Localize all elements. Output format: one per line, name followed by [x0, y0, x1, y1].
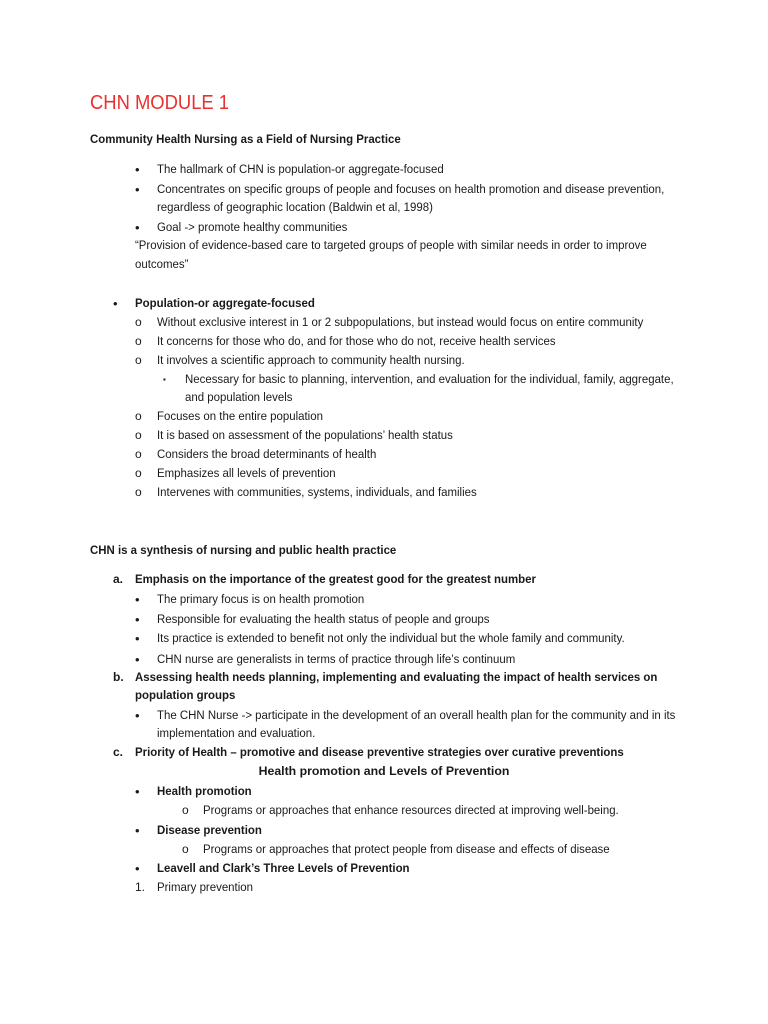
subheading-greatest-good: Emphasis on the importance of the greatest good for the greatest number — [135, 572, 536, 586]
list-item: Its practice is extended to benefit not only the individual but the whole family and community. — [157, 631, 625, 645]
circle-marker: o — [135, 334, 142, 348]
list-item: Concentrates on specific groups of people and focuses on health promotion and disease prevention, — [157, 182, 665, 196]
subheading-assessing: Assessing health needs planning, implementing and evaluating the impact of health services on — [135, 670, 658, 684]
list-item: Goal -> promote healthy communities — [157, 220, 348, 234]
page-title: CHN MODULE 1 — [90, 92, 230, 114]
bullet-marker: • — [135, 823, 140, 838]
circle-marker: o — [135, 409, 142, 423]
list-item: Emphasizes all levels of prevention — [157, 466, 336, 480]
section-heading-synthesis: CHN is a synthesis of nursing and public health practice — [90, 543, 397, 557]
list-item: Intervenes with communities, systems, individuals, and families — [157, 485, 477, 499]
subheading-continuation: population groups — [135, 688, 236, 702]
list-item: Primary prevention — [157, 880, 253, 894]
quote-text: outcomes” — [135, 257, 189, 271]
subheading-priority: Priority of Health – promotive and disease preventive strategies over curative preventions — [135, 745, 624, 759]
list-item: The hallmark of CHN is population-or aggregate-focused — [157, 162, 444, 176]
list-item: The CHN Nurse -> participate in the development of an overall health plan for the community and in its — [157, 708, 676, 722]
bullet-marker: • — [135, 592, 140, 607]
circle-marker: o — [135, 353, 142, 367]
bullet-marker: • — [135, 162, 140, 177]
quote-text: “Provision of evidence-based care to targeted groups of people with similar needs in order to improve — [135, 238, 647, 252]
bullet-marker: • — [135, 612, 140, 627]
circle-marker: o — [135, 466, 142, 480]
list-marker-c: c. — [113, 745, 124, 759]
circle-marker: o — [135, 485, 142, 499]
circle-marker: o — [182, 842, 189, 856]
square-marker: ▪ — [163, 375, 166, 384]
list-item: It involves a scientific approach to community health nursing. — [157, 353, 465, 367]
list-item: Necessary for basic to planning, intervention, and evaluation for the individual, family, aggregate, — [185, 372, 674, 386]
list-item-continuation: implementation and evaluation. — [157, 726, 316, 740]
list-item: It concerns for those who do, and for those who do not, receive health services — [157, 334, 556, 348]
bullet-marker: • — [135, 182, 140, 197]
bullet-marker: • — [135, 861, 140, 876]
bullet-marker: • — [135, 631, 140, 646]
number-marker: 1. — [135, 880, 146, 894]
circle-marker: o — [135, 447, 142, 461]
list-item: Responsible for evaluating the health status of people and groups — [157, 612, 490, 626]
list-item: Programs or approaches that protect people from disease and effects of disease — [203, 842, 610, 856]
list-item: Considers the broad determinants of health — [157, 447, 377, 461]
list-item-continuation: and population levels — [185, 390, 293, 404]
list-item-continuation: regardless of geographic location (Baldwin et al, 1998) — [157, 200, 433, 214]
list-marker-b: b. — [113, 670, 124, 684]
list-item: It is based on assessment of the populations’ health status — [157, 428, 453, 442]
list-item: Programs or approaches that enhance resources directed at improving well-being. — [203, 803, 619, 817]
centered-heading-prevention: Health promotion and Levels of Prevention — [258, 764, 510, 778]
circle-marker: o — [135, 428, 142, 442]
subheading-population-focused: Population-or aggregate-focused — [135, 296, 315, 310]
subheading-disease-prevention: Disease prevention — [157, 823, 262, 837]
list-item: CHN nurse are generalists in terms of practice through life’s continuum — [157, 652, 516, 666]
bullet-marker: • — [135, 220, 140, 235]
list-marker-a: a. — [113, 572, 124, 586]
list-item: The primary focus is on health promotion — [157, 592, 365, 606]
bullet-marker: • — [113, 296, 118, 311]
list-item: Without exclusive interest in 1 or 2 subpopulations, but instead would focus on entire community — [157, 315, 644, 329]
subheading-health-promotion: Health promotion — [157, 784, 252, 798]
circle-marker: o — [135, 315, 142, 329]
bullet-marker: • — [135, 784, 140, 799]
subheading-leavell-clark: Leavell and Clark’s Three Levels of Prevention — [157, 861, 410, 875]
bullet-marker: • — [135, 708, 140, 723]
circle-marker: o — [182, 803, 189, 817]
list-item: Focuses on the entire population — [157, 409, 323, 423]
section-heading-chn-field: Community Health Nursing as a Field of Nursing Practice — [90, 132, 401, 146]
bullet-marker: • — [135, 652, 140, 667]
